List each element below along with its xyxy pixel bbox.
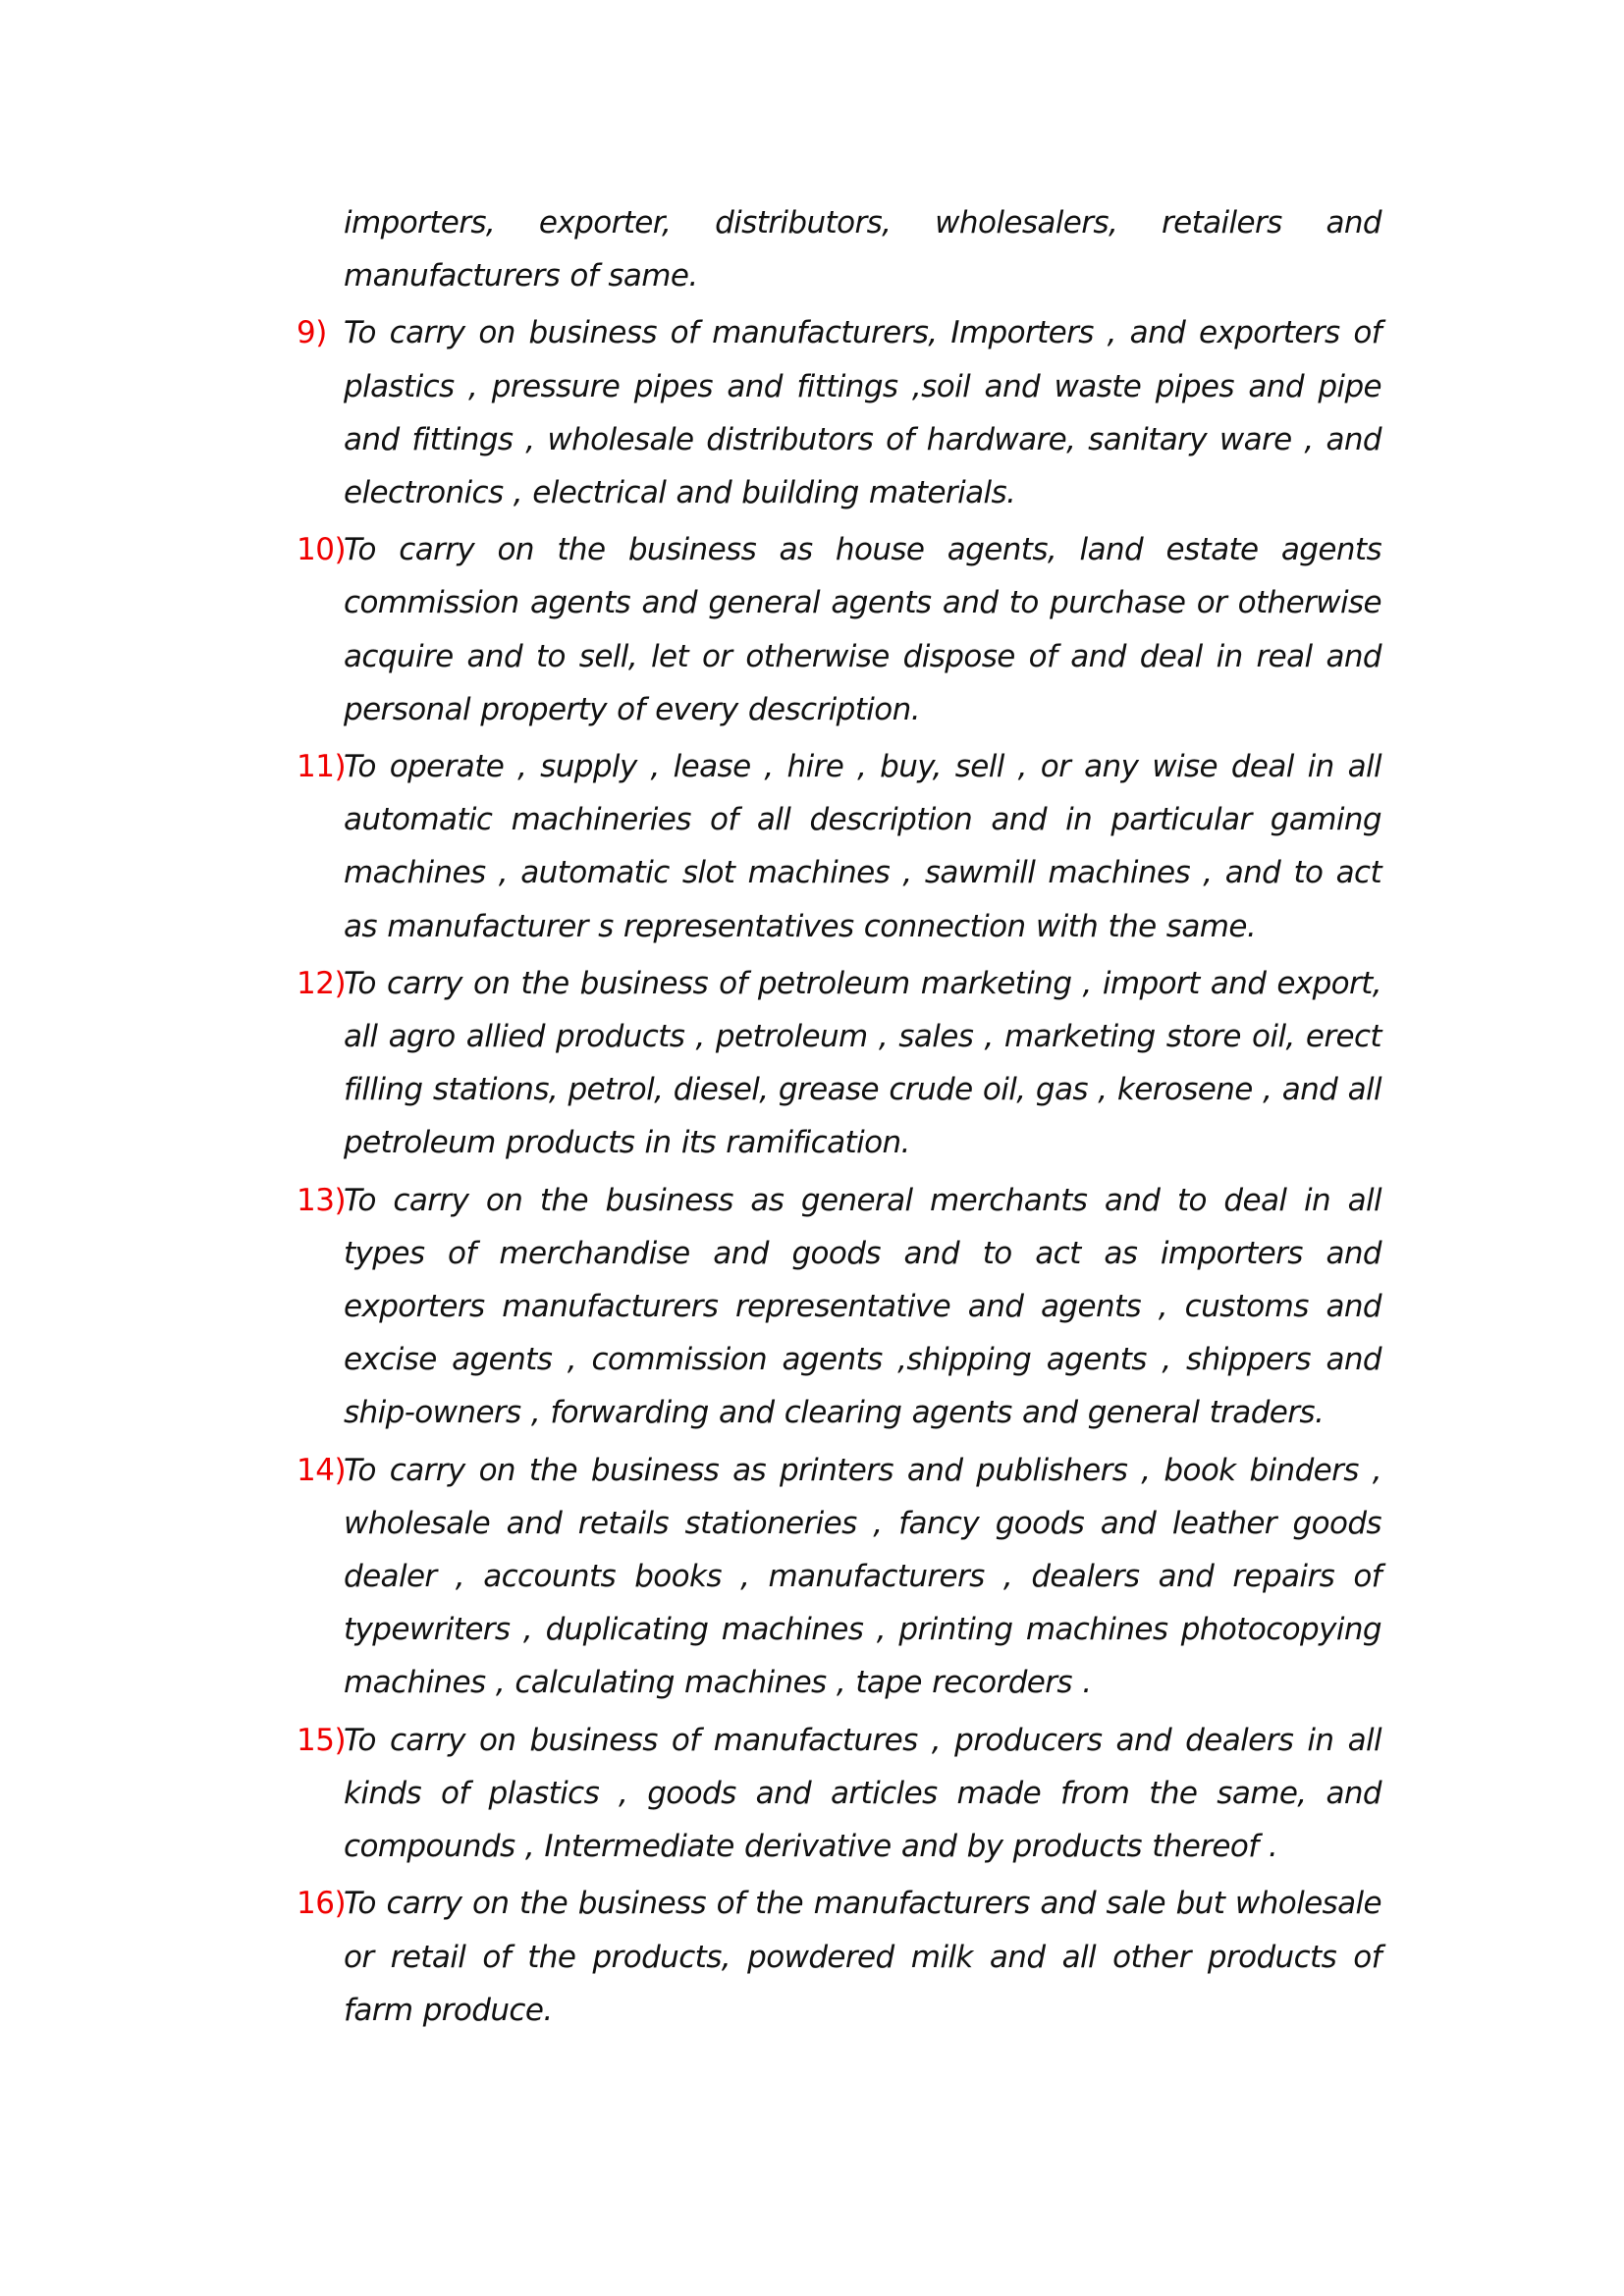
list-item-9 xyxy=(297,306,1381,519)
list-item-14 xyxy=(297,1444,1381,1710)
objects-list xyxy=(297,196,1381,2041)
item-number: 9) xyxy=(297,315,327,351)
item-text: To carry on the business as printers and publishers , book binders , wholesale and retails stationeries , fancy goods and leather goods dealer , accounts books , manufacturers , dealers and repairs of typewriters , duplicating machines , printing machines photocopying machines , calculating machines , tape recorders . xyxy=(344,1452,1381,1701)
list-item-15 xyxy=(297,1714,1381,1874)
item-text: To operate , supply , lease , hire , buy, sell , or any wise deal in all automatic machineries of all description and in particular gaming machines , automatic slot machines , sawmill machines , and to act as manufacturer s representatives connection with the same. xyxy=(344,749,1381,944)
item-number: 10) xyxy=(297,532,347,568)
item-number: 15) xyxy=(297,1722,347,1758)
continuation-text: importers, exporter, distributors, wholesalers, retailers and manufacturers of same. xyxy=(344,205,1381,294)
item-number: 13) xyxy=(297,1182,347,1218)
item-number: 14) xyxy=(297,1452,347,1488)
continuation-paragraph xyxy=(297,196,1381,302)
list-item-10 xyxy=(297,523,1381,736)
item-text: To carry on the business as general merchants and to deal in all types of merchandise and goods and to act as importers and exporters manufacturers representative and agents , customs and excise agents , commission agents ,shipping agents , shippers and ship-owners , forwarding and clearing agents and general traders. xyxy=(344,1182,1381,1431)
item-number: 11) xyxy=(297,749,347,785)
list-item-12 xyxy=(297,957,1381,1170)
item-number: 16) xyxy=(297,1886,347,1922)
item-text: To carry on business of manufacturers, Importers , and exporters of plastics , pressure pipes and fittings ,soil and waste pipes and pipe and fittings , wholesale distributors of hardware, sanitary ware , and electronics , electrical and building materials. xyxy=(344,315,1381,511)
item-text: To carry on the business of the manufacturers and sale but wholesale or retail of the products, powdered milk and all other products of farm produce. xyxy=(344,1886,1381,2028)
item-text: To carry on the business as house agents, land estate agents commission agents and general agents and to purchase or otherwise acquire and to sell, let or otherwise dispose of and deal in real and personal property of every description. xyxy=(344,532,1381,727)
item-number: 12) xyxy=(297,965,347,1001)
list-item-16 xyxy=(297,1877,1381,2037)
item-text: To carry on business of manufactures , producers and dealers in all kinds of plastics , goods and articles made from the same, and compounds , Intermediate derivative and by products thereof . xyxy=(344,1722,1381,1865)
item-text: To carry on the business of petroleum marketing , import and export, all agro allied products , petroleum , sales , marketing store oil, erect filling stations, petrol, diesel, grease crude oil, gas , kerosene , and all petroleum products in its ramification. xyxy=(344,965,1381,1161)
list-item-13 xyxy=(297,1174,1381,1440)
list-item-11 xyxy=(297,740,1381,953)
